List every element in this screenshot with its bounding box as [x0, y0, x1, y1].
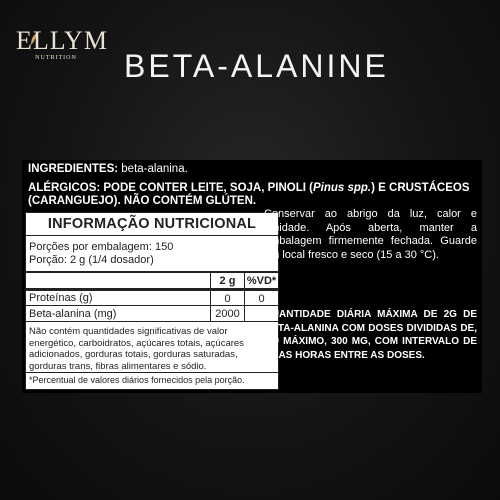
nutrient-table	[26, 271, 278, 322]
ingredients-line	[28, 162, 188, 176]
allergens-prefix: ALÉRGICOS: PODE CONTER LEITE, SOJA, PINOLI (	[28, 182, 313, 194]
nutrient-dv: 0	[244, 291, 278, 305]
allergens-suffix: ) E CRUSTÁCEOS (CARANGUEJO). NÃO CONTÉM GLÚTEN.	[28, 182, 470, 207]
nutrition-disclaimer: Não contém quantidades significativas de valor energético, carboidratos, açúcares totais, açúcares adicionados, gorduras totais, gorduras saturadas, gorduras trans, fibras alimentares e sódio.	[29, 326, 244, 372]
logo-wordmark: ELLYM	[16, 26, 108, 55]
logo-subtitle: NUTRITION	[35, 55, 77, 61]
dosage-instructions: QUANTIDADE DIÁRIA MÁXIMA DE 2G DE BETA-ALANINA COM DOSES DIVIDIDAS DE, NO MÁXIMO, 300 MG, COM INTERVALO DE DUAS HORAS ENTRE AS DOSES.	[264, 309, 477, 361]
nutrition-footnote: *Percentual de valores diários fornecidos pela porção.	[26, 372, 278, 387]
nutrient-name: Proteínas (g)	[29, 292, 93, 304]
product-title: BETA-ALANINE	[124, 48, 389, 84]
product-label	[22, 160, 482, 393]
nutrition-title: INFORMAÇÃO NUTRICIONAL	[26, 213, 278, 236]
ingredients-value: beta-alanina.	[118, 163, 188, 175]
nutrient-name: Beta-alanina (mg)	[29, 307, 117, 320]
storage-instructions: Conservar ao abrigo da luz, calor e umidade. Após aberta, manter a embalagem firmemente fechada. Guarde em local fresco e seco (15 a 30 °C).	[264, 208, 477, 261]
table-row	[26, 305, 278, 322]
col-dv-header: %VD*	[244, 273, 278, 288]
nutrient-amount: 0	[210, 291, 244, 305]
table-header-row	[26, 271, 278, 288]
portion-size: Porção: 2 g (1/4 dosador)	[29, 254, 154, 266]
allergens-italic: Pinus spp.	[312, 182, 372, 194]
brand-logo	[16, 26, 108, 61]
table-row	[26, 288, 278, 305]
ingredients-label: INGREDIENTES:	[28, 163, 119, 175]
portions-per-package: Porções por embalagem: 150	[29, 241, 174, 253]
nutrition-facts-table	[25, 212, 279, 390]
nutrient-amount: 2000	[210, 306, 244, 321]
col-amount-header: 2 g	[210, 273, 244, 288]
allergens-text	[28, 182, 478, 208]
